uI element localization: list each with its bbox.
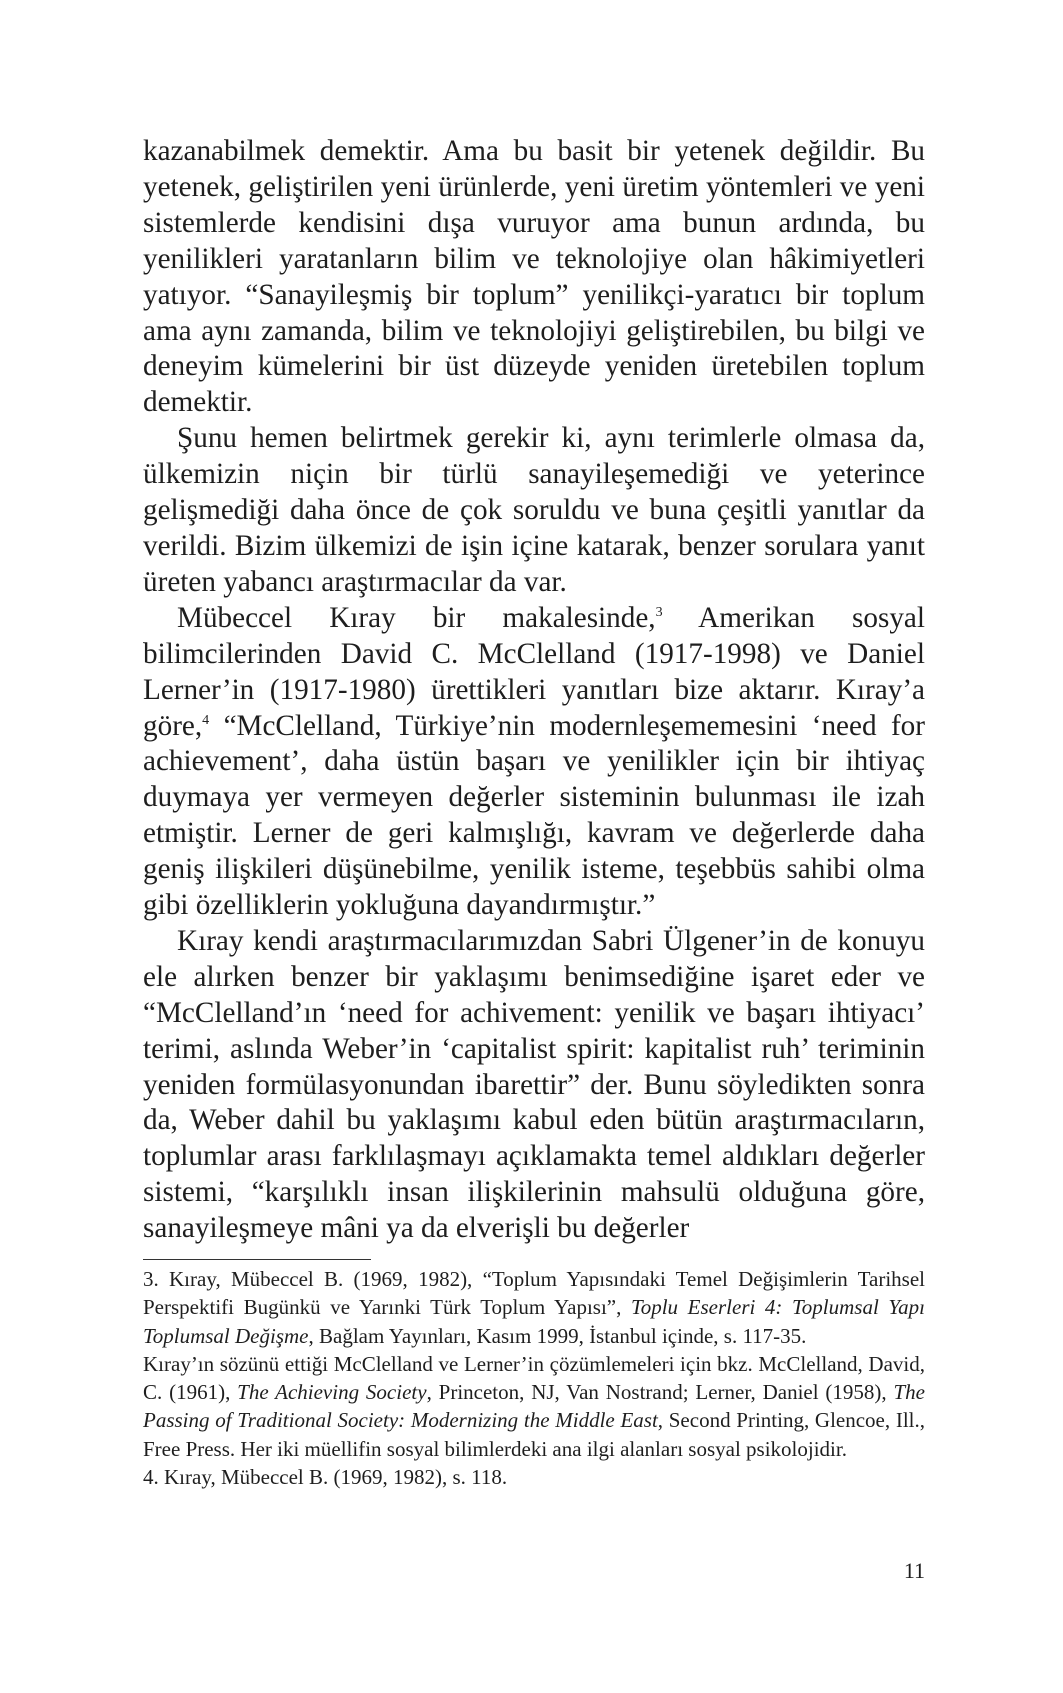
paragraph-3 [143, 601, 925, 924]
footnote-3b-title-b: The Passing of Traditional Society: Modernizing the Middle East [143, 1380, 925, 1433]
footnote-3b-lead: Kıray’ın sözünü ettiği McClelland ve Lerner’in çözümlemeleri için bkz. McClelland, David, C. (1961), [143, 1351, 925, 1405]
body-text [143, 134, 925, 1247]
footnote-3-continued [143, 1350, 925, 1463]
paragraph-1: kazanabilmek demektir. Ama bu basit bir yetenek değildir. Bu yetenek, geliştirilen yeni ürünlerde, yeni üretim yöntemleri ve yeni sistemlerde kendisini dışa vuruyor ama bunun ardında, bu yenilikleri yaratanların bilim ve teknolojiye olan hâkimiyetleri yatıyor. “Sanayileşmiş bir toplum” yenilikçi-yaratıcı bir toplum ama aynı zamanda, bilim ve teknolojiyi geliştirebilen, bu bilgi ve deneyim kümelerini bir üst düzeyde yeniden üretebilen toplum demektir. [143, 135, 925, 419]
footnote-ref-4[interactable]: 4 [202, 712, 210, 728]
footnote-3b-mid: , Princeton, NJ, Van Nostrand; Lerner, Daniel (1958), [426, 1380, 894, 1405]
paragraph-4: Kıray kendi araştırmacılarımızdan Sabri Ülgener’in de konuyu ele alırken benzer bir yaklaşımı benimsediğine işaret eder ve “McClelland’ın ‘need for achivement: yenilik ve başarı ihtiyacı’ terimi, aslında Weber’in ‘capitalist spirit: kapitalist ruh’ teriminin yeniden formülasyonundan ibarettir” der. Bunu söyledikten sonra da, Weber dahil bu yaklaşımı kabul eden bütün araştırmacıların, toplumlar arası farklılaşmayı açıklamakta temel aldıkları değerler sistemi, “karşılıklı insan ilişkilerinin mahsulü olduğuna göre, sanayileşmeye mâni ya da elverişli bu değerler [143, 924, 925, 1245]
footnote-3b-tail: , Second Printing, Glencoe, Ill., Free Press. Her iki müellifin sosyal bilimlerdeki ana ilgi alanları sosyal psikolojidir. [143, 1408, 925, 1461]
footnote-4: 4. Kıray, Mübeccel B. (1969, 1982), s. 118. [143, 1465, 508, 1490]
footnote-3-tail: , Bağlam Yayınları, Kasım 1999, İstanbul içinde, s. 117-35. [308, 1323, 807, 1348]
paragraph-3-part-c: “McClelland, Türkiye’nin modernleşememesini ‘need for achievement’, daha üstün başarı ve yenilikler için bir ihtiyaç duymaya yer vermeyen değerler sisteminin bulunması ile izah etmiştir. Lerner de geri kalmışlığı, kavram ve değerlerde daha geniş ilişkileri düşünebilme, yenilik isteme, teşebbüs sahibi olma gibi özelliklerin yokluğuna dayandırmıştır.” [143, 709, 925, 922]
footnote-3b-title-a: The Achieving Society [237, 1380, 427, 1405]
footnote-3-lead: 3. Kıray, Mübeccel B. (1969, 1982), “Toplum Yapısındaki Temel Değişimlerin Tarihsel Perspektifi Bugünkü ve Yarınki Türk Toplum Yapısı”, [143, 1267, 925, 1320]
paragraph-3-part-a: Mübeccel Kıray bir makalesinde, [177, 601, 656, 634]
footnote-ref-3[interactable]: 3 [655, 604, 663, 620]
footnote-3 [143, 1265, 925, 1350]
footnote-separator [143, 1259, 371, 1260]
footnote-3-title: Toplu Eserleri 4: Toplumsal Yapı Toplumsal Değişme [143, 1295, 925, 1348]
page-number: 11 [903, 1558, 925, 1583]
paragraph-2: Şunu hemen belirtmek gerekir ki, aynı terimlerle olmasa da, ülkemizin niçin bir türlü sanayileşemediği ve yeterince gelişmediği daha önce de çok soruldu ve buna çeşitli yanıtlar da verildi. Bizim ülkemizi de işin içine katarak, benzer sorulara yanıt üreten yabancı araştırmacılar da var. [143, 422, 925, 598]
paragraph-3-part-b: Amerikan sosyal bilimcilerinden David C. McClelland (1917-1998) ve Daniel Lerner’in (1917-1980) ürettikleri yanıtları bize aktarır. Kıray’a göre, [143, 601, 925, 742]
footnotes [143, 1265, 925, 1491]
